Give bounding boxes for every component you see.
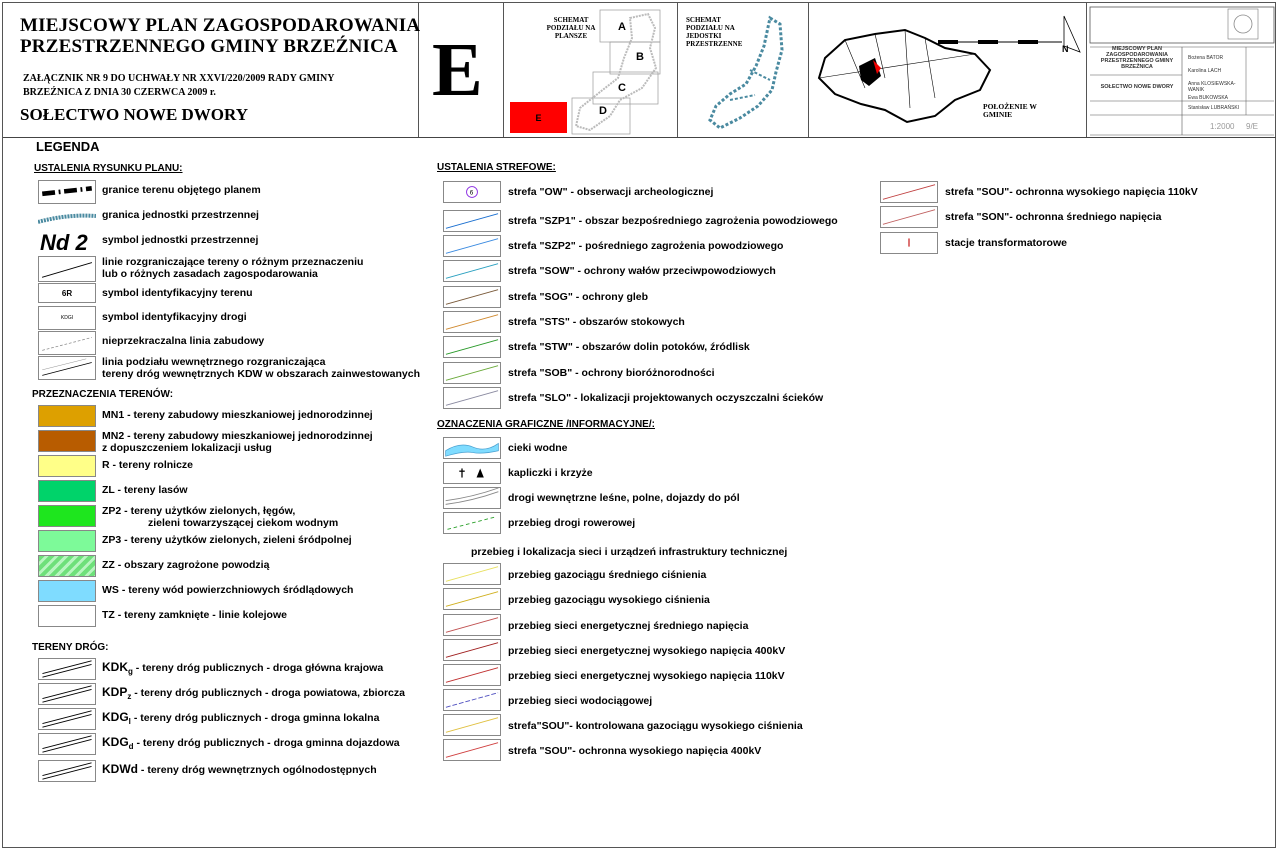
zone-swatch: [443, 181, 501, 203]
legend-item: strefa "OW" - obserwacji archeologicznej: [508, 186, 714, 198]
road-label: [102, 686, 405, 703]
legend-item: strefa "SOU"- ochronna wysokiego napięcia 110kV: [945, 186, 1198, 198]
swatch-bike-route: [443, 512, 501, 534]
legend-item: ZP3 - tereny użytków zielonych, zieleni śródpolnej: [102, 534, 352, 546]
road-swatch: [38, 733, 96, 755]
legend-item: linie rozgraniczające tereny o różnym przeznaczeniu: [102, 256, 364, 268]
road-swatch: [38, 658, 96, 680]
north-arrow-label: N: [1062, 44, 1069, 54]
solectwo-title: SOŁECTWO NOWE DWORY: [20, 105, 248, 124]
swatch-dividing-line: [38, 256, 96, 282]
road-label: [102, 711, 379, 728]
legend-item: granice terenu objętego planem: [102, 184, 261, 196]
annex-text: ZAŁĄCZNIK NR 9 DO UCHWAŁY NR XXVI/220/2009 RADY GMINY BRZEŹNICA Z DNIA 30 CZERWCA 2009 r.: [23, 73, 335, 98]
road-description: - tereny dróg publicznych - droga gminna dojazdowa: [133, 737, 400, 749]
infra-swatch: [443, 563, 501, 585]
legend-item: ZZ - obszary zagrożone powodzią: [102, 559, 270, 571]
legend-item: strefa "SOW" - ochrony wałów przeciwpowodziowych: [508, 265, 776, 277]
legend-item: strefa "SOG" - ochrony gleb: [508, 291, 649, 303]
sheet-scheme-map: [560, 8, 670, 136]
legend-item: cieki wodne: [508, 442, 568, 454]
road-code: KDP: [102, 685, 128, 699]
legend-item: R - tereny rolnicze: [102, 459, 194, 471]
legend-item: strefa "SZP1" - obszar bezpośredniego zagrożenia powodziowego: [508, 215, 838, 227]
header-divider: [1086, 3, 1087, 137]
land-use-swatch: [38, 455, 96, 477]
section-strefowe-title: USTALENIA STREFOWE:: [437, 162, 556, 173]
legend-item: drogi wewnętrzne leśne, polne, dojazdy do pól: [508, 492, 740, 504]
legend-item: lub o różnych zasadach zagospodarowania: [102, 268, 318, 280]
zone-swatch: [443, 210, 501, 232]
road-code: KDK: [102, 660, 128, 674]
land-use-swatch: [38, 580, 96, 602]
legend-item: MN1 - tereny zabudowy mieszkaniowej jednorodzinnej: [102, 409, 373, 421]
infra-swatch: [443, 614, 501, 636]
plan-title: MIEJSCOWY PLAN ZAGOSPODAROWANIA PRZESTRZENNEGO GMINY BRZEŹNICA: [20, 15, 421, 57]
road-swatch: [38, 683, 96, 705]
legend-item: strefa "SOU"- ochronna wysokiego napięcia 400kV: [508, 745, 762, 757]
titleblock-scale: 1:2000: [1210, 122, 1235, 131]
road-label: [102, 736, 400, 753]
titleblock-person: Stanisław LUBRAŃSKI: [1188, 105, 1240, 111]
road-description: - tereny dróg publicznych - droga główna krajowa: [132, 662, 384, 674]
swatch-building-line: [38, 331, 96, 355]
legend-item: stacje transformatorowe: [945, 237, 1067, 249]
legend-item: ZP2 - tereny użytków zielonych, łęgów,: [102, 505, 296, 517]
titleblock-solectwo: SOŁECTWO NOWE DWORY: [1100, 84, 1174, 90]
header-divider: [808, 3, 809, 137]
swatch-plan-boundary: [38, 180, 96, 204]
land-use-swatch: [38, 480, 96, 502]
infra-heading: przebieg i lokalizacja sieci i urządzeń infrastruktury technicznej: [471, 546, 788, 558]
units-scheme-map: [700, 10, 800, 134]
legend-item: linia podziału wewnętrznego rozgraniczająca: [102, 356, 326, 368]
road-code: KDWd: [102, 762, 138, 776]
zone-swatch: [443, 387, 501, 409]
road-code: KDG: [102, 735, 129, 749]
legend-item: strefa "STW" - obszarów dolin potoków, źródlisk: [508, 341, 750, 353]
road-swatch: [38, 760, 96, 782]
infra-swatch: [443, 689, 501, 711]
land-use-swatch: [38, 555, 96, 577]
sheet-label-a: A: [618, 21, 626, 33]
zone-swatch: [880, 206, 938, 228]
legend-title: LEGENDA: [36, 139, 100, 154]
swatch-kdgi: KDGI: [38, 306, 96, 330]
legend-item: przebieg sieci wodociągowej: [508, 695, 653, 707]
titleblock-sheet: 9/E: [1246, 122, 1259, 131]
titleblock-person: Bożena BATOR: [1188, 55, 1224, 61]
legend-item: nieprzekraczalna linia zabudowy: [102, 335, 265, 347]
header-divider: [677, 3, 678, 137]
zone-swatch: [880, 181, 938, 203]
swatch-6r: 6R: [38, 283, 96, 303]
road-label: [102, 661, 383, 678]
infra-swatch: [443, 664, 501, 686]
titleblock-person: Karolina LACH: [1188, 68, 1222, 74]
sheet-letter: E: [432, 28, 483, 112]
zone-swatch: [443, 235, 501, 257]
land-use-swatch: [38, 530, 96, 552]
zone-swatch: [443, 336, 501, 358]
swatch-field-road: [443, 487, 501, 509]
legend-item: strefa"SOU"- kontrolowana gazociągu wysokiego ciśnienia: [508, 720, 803, 732]
swatch-chapel: [443, 462, 501, 484]
land-use-swatch: [38, 405, 96, 427]
sheet-label-b: B: [636, 51, 644, 63]
legend-item: tereny dróg wewnętrznych KDW w obszarach zainwestowanych: [102, 368, 420, 380]
infra-swatch: [443, 639, 501, 661]
legend-item: przebieg sieci energetycznej wysokiego napięcia 400kV: [508, 645, 786, 657]
sheet-label-d: D: [599, 105, 607, 117]
legend-item: strefa "SON"- ochronna średniego napięcia: [945, 211, 1162, 223]
road-subscript: l: [128, 717, 131, 727]
zone-swatch: [443, 362, 501, 384]
svg-text:6: 6: [469, 189, 474, 197]
road-subscript: z: [127, 692, 132, 702]
swatch-watercourse: [443, 437, 501, 459]
section-oznaczenia-title: OZNACZENIA GRAFICZNE /INFORMACYJNE/:: [437, 419, 655, 430]
swatch-kdw-line: [38, 356, 96, 380]
scale-bar: [934, 12, 1084, 62]
section-przeznaczenia-title: PRZEZNACZENIA TERENÓW:: [32, 389, 174, 400]
legend-item: przebieg sieci energetycznej wysokiego napięcia 110kV: [508, 670, 785, 682]
road-description: - tereny dróg wewnętrznych ogólnodostępnych: [138, 764, 377, 776]
zone-swatch: [443, 260, 501, 282]
road-description: - tereny dróg publicznych - droga powiatowa, zbiorcza: [131, 687, 405, 699]
land-use-swatch: [38, 430, 96, 452]
swatch-unit-boundary: [38, 206, 96, 230]
legend-item: przebieg gazociągu wysokiego ciśnienia: [508, 594, 710, 606]
road-subscript: g: [128, 667, 133, 677]
legend-item: granica jednostki przestrzennej: [102, 209, 259, 221]
legend-item: strefa "SZP2" - pośredniego zagrożenia powodziowego: [508, 240, 784, 252]
legend-item: kapliczki i krzyże: [508, 467, 593, 479]
legend-item: przebieg gazociągu średniego ciśnienia: [508, 569, 707, 581]
legend-item: przebieg drogi rowerowej: [508, 517, 636, 529]
title-block: [1088, 5, 1276, 137]
section-drogi-title: TERENY DRÓG:: [32, 642, 109, 653]
current-sheet-marker: E: [510, 102, 567, 133]
legend-item: z dopuszczeniem lokalizacji usług: [102, 442, 272, 454]
legend-item: ZL - tereny lasów: [102, 484, 188, 496]
infra-swatch: [443, 588, 501, 610]
road-swatch: [38, 708, 96, 730]
legend-item: WS - tereny wód powierzchniowych śródlądowych: [102, 584, 354, 596]
road-label: [102, 763, 377, 780]
legend-item: przebieg sieci energetycznej średniego napięcia: [508, 620, 749, 632]
nd2-symbol: Nd 2: [40, 230, 88, 255]
section-rysunek-title: USTALENIA RYSUNKU PLANU:: [34, 163, 183, 174]
road-code: KDG: [102, 710, 129, 724]
road-subscript: d: [128, 742, 134, 752]
legend-item: strefa "SOB" - ochrony bioróżnorodności: [508, 367, 715, 379]
land-use-swatch: [38, 605, 96, 627]
land-use-swatch: [38, 505, 96, 527]
sheet-label-c: C: [618, 82, 626, 94]
titleblock-person: Anna KLOSIEWSKA-WANIK: [1188, 81, 1236, 93]
infra-swatch: [443, 739, 501, 761]
scheme-units-caption: SCHEMAT PODZIAŁU NA JEDOSTKI PRZESTRZENNE: [686, 16, 743, 48]
legend-item: MN2 - tereny zabudowy mieszkaniowej jednorodzinnej: [102, 430, 373, 442]
legend-item: strefa "SLO" - lokalizacji projektowanych oczyszczalni ścieków: [508, 392, 824, 404]
legend-item: symbol identyfikacyjny terenu: [102, 287, 253, 299]
zone-swatch: [443, 286, 501, 308]
legend-item: zieleni towarzyszącej ciekom wodnym: [148, 517, 339, 529]
legend-item: symbol identyfikacyjny drogi: [102, 311, 247, 323]
road-description: - tereny dróg publicznych - droga gminna lokalna: [130, 712, 380, 724]
header-divider: [503, 3, 504, 137]
infra-swatch: [443, 714, 501, 736]
zone-swatch: [443, 311, 501, 333]
legend-item: TZ - tereny zamknięte - linie kolejowe: [102, 609, 287, 621]
legend-item: strefa "STS" - obszarów stokowych: [508, 316, 685, 328]
scheme-sheets-caption: SCHEMAT PODZIAŁU NA PLANSZE: [546, 16, 596, 40]
titleblock-name: MIEJSCOWY PLAN ZAGOSPODAROWANIA PRZESTRZENNEGO GMINY BRZEŹNICA: [1100, 46, 1174, 70]
location-caption: POŁOŻENIE W GMINIE: [983, 102, 1037, 119]
titleblock-person: Ewa BUKOWSKA: [1188, 95, 1229, 101]
legend-item: symbol jednostki przestrzennej: [102, 234, 259, 246]
transformer-swatch: [880, 232, 938, 254]
